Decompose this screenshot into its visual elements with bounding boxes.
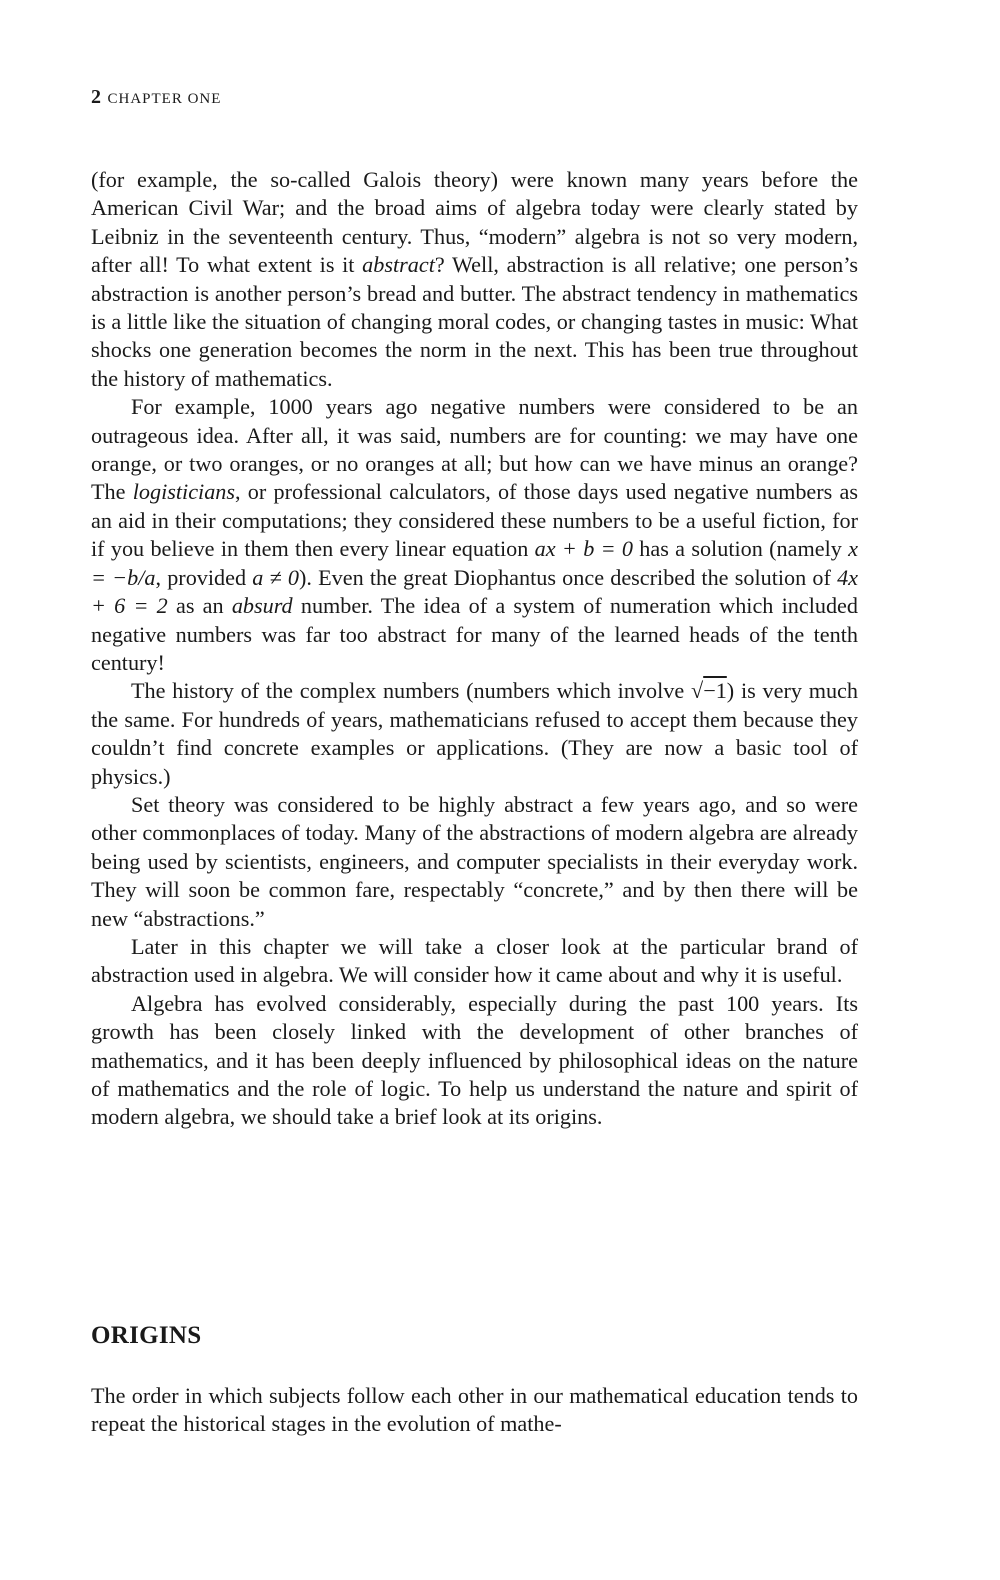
radicand: −1 xyxy=(703,678,727,704)
text-span: , provided xyxy=(155,564,253,590)
math-expression: x = −b/a xyxy=(91,536,859,590)
text-span: Later in this chapter we will take a closer look at the particular brand of abstraction used in algebra. We will consider how it came about and why it is useful. xyxy=(91,933,858,988)
text-span: Algebra has evolved considerably, especially during the past 100 years. Its growth has been closely linked with the development of other branches of mathematics, and it has been deeply influenced by philosophical ideas on the nature of mathematics and the role of logic. To help us understand the nature and spirit of modern algebra, we should take a brief look at its origins. xyxy=(91,990,858,1130)
text-span: has a solution (namely xyxy=(632,536,849,562)
text-span: number. The idea of a system of numeration which included negative numbers was far too abstract for many of the learned heads of the tenth century! xyxy=(91,593,858,675)
italic-term: logisticians xyxy=(132,479,236,505)
italic-term: abstract xyxy=(362,252,435,278)
section-text xyxy=(91,1382,858,1439)
chapter-title: CHAPTER ONE xyxy=(107,91,222,107)
paragraph-1 xyxy=(91,166,858,393)
text-span: The history of the complex numbers (numbers which involve xyxy=(131,678,691,704)
text-span: For example, 1000 years ago negative numbers were considered to be an outrageous idea. After all, it was said, numbers are for counting: we may have one orange, or two oranges, or no oranges at all; but how can we have minus an orange? The xyxy=(91,394,858,505)
running-head xyxy=(91,86,221,109)
radical-sign: √ xyxy=(691,678,704,704)
paragraph-5 xyxy=(91,933,858,990)
text-span: ) is very much the same. For hundreds of years, mathematicians refused to accept them because they couldn’t find concrete examples or applications. (They are now a basic tool of physics.) xyxy=(91,678,858,789)
math-expression: a ≠ 0 xyxy=(252,564,299,590)
section-heading: ORIGINS xyxy=(91,1322,202,1349)
page-number: 2 xyxy=(91,86,102,108)
paragraph-4 xyxy=(91,791,858,933)
paragraph-2 xyxy=(91,393,858,677)
text-span: as an xyxy=(167,593,232,619)
paragraph-3 xyxy=(91,677,858,791)
section-paragraph: The order in which subjects follow each other in our mathematical education tends to repeat the historical stages in the evolution of mathe- xyxy=(91,1383,858,1437)
text-span: (for example, the so-called Galois theory) were known many years before the American Civil War; and the broad aims of algebra today were clearly stated by Leibniz in the seventeenth century. Thus, “modern” algebra is not so very modern, after all! To what extent is it xyxy=(91,167,858,278)
math-expression: 4x + 6 = 2 xyxy=(91,564,859,619)
text-span: , or professional calculators, of those days used negative numbers as an aid in their computations; they considered these numbers to be a useful fiction, for if you believe in them then every linear equation xyxy=(91,479,858,562)
text-span: ? Well, abstraction is all relative; one person’s abstraction is another person’s bread and butter. The abstract tendency in mathematics is a little like the situation of changing moral codes, or changing tastes in music: What shocks one generation becomes the norm in the next. This has been true throughout the history of mathematics. xyxy=(91,252,858,391)
paragraph-6 xyxy=(91,990,858,1132)
body-text xyxy=(91,166,858,1132)
italic-term: absurd xyxy=(231,593,293,619)
text-span: Set theory was considered to be highly abstract a few years ago, and so were other commonplaces of today. Many of the abstractions of modern algebra are already being used by scientists, engineers, and computer specialists in their everyday work. They will soon be common fare, respectably “concrete,” and by then there will be new “abstractions.” xyxy=(91,791,858,931)
text-span: ). Even the great Diophantus once described the solution of xyxy=(299,564,838,590)
math-expression: ax + b = 0 xyxy=(534,536,633,562)
